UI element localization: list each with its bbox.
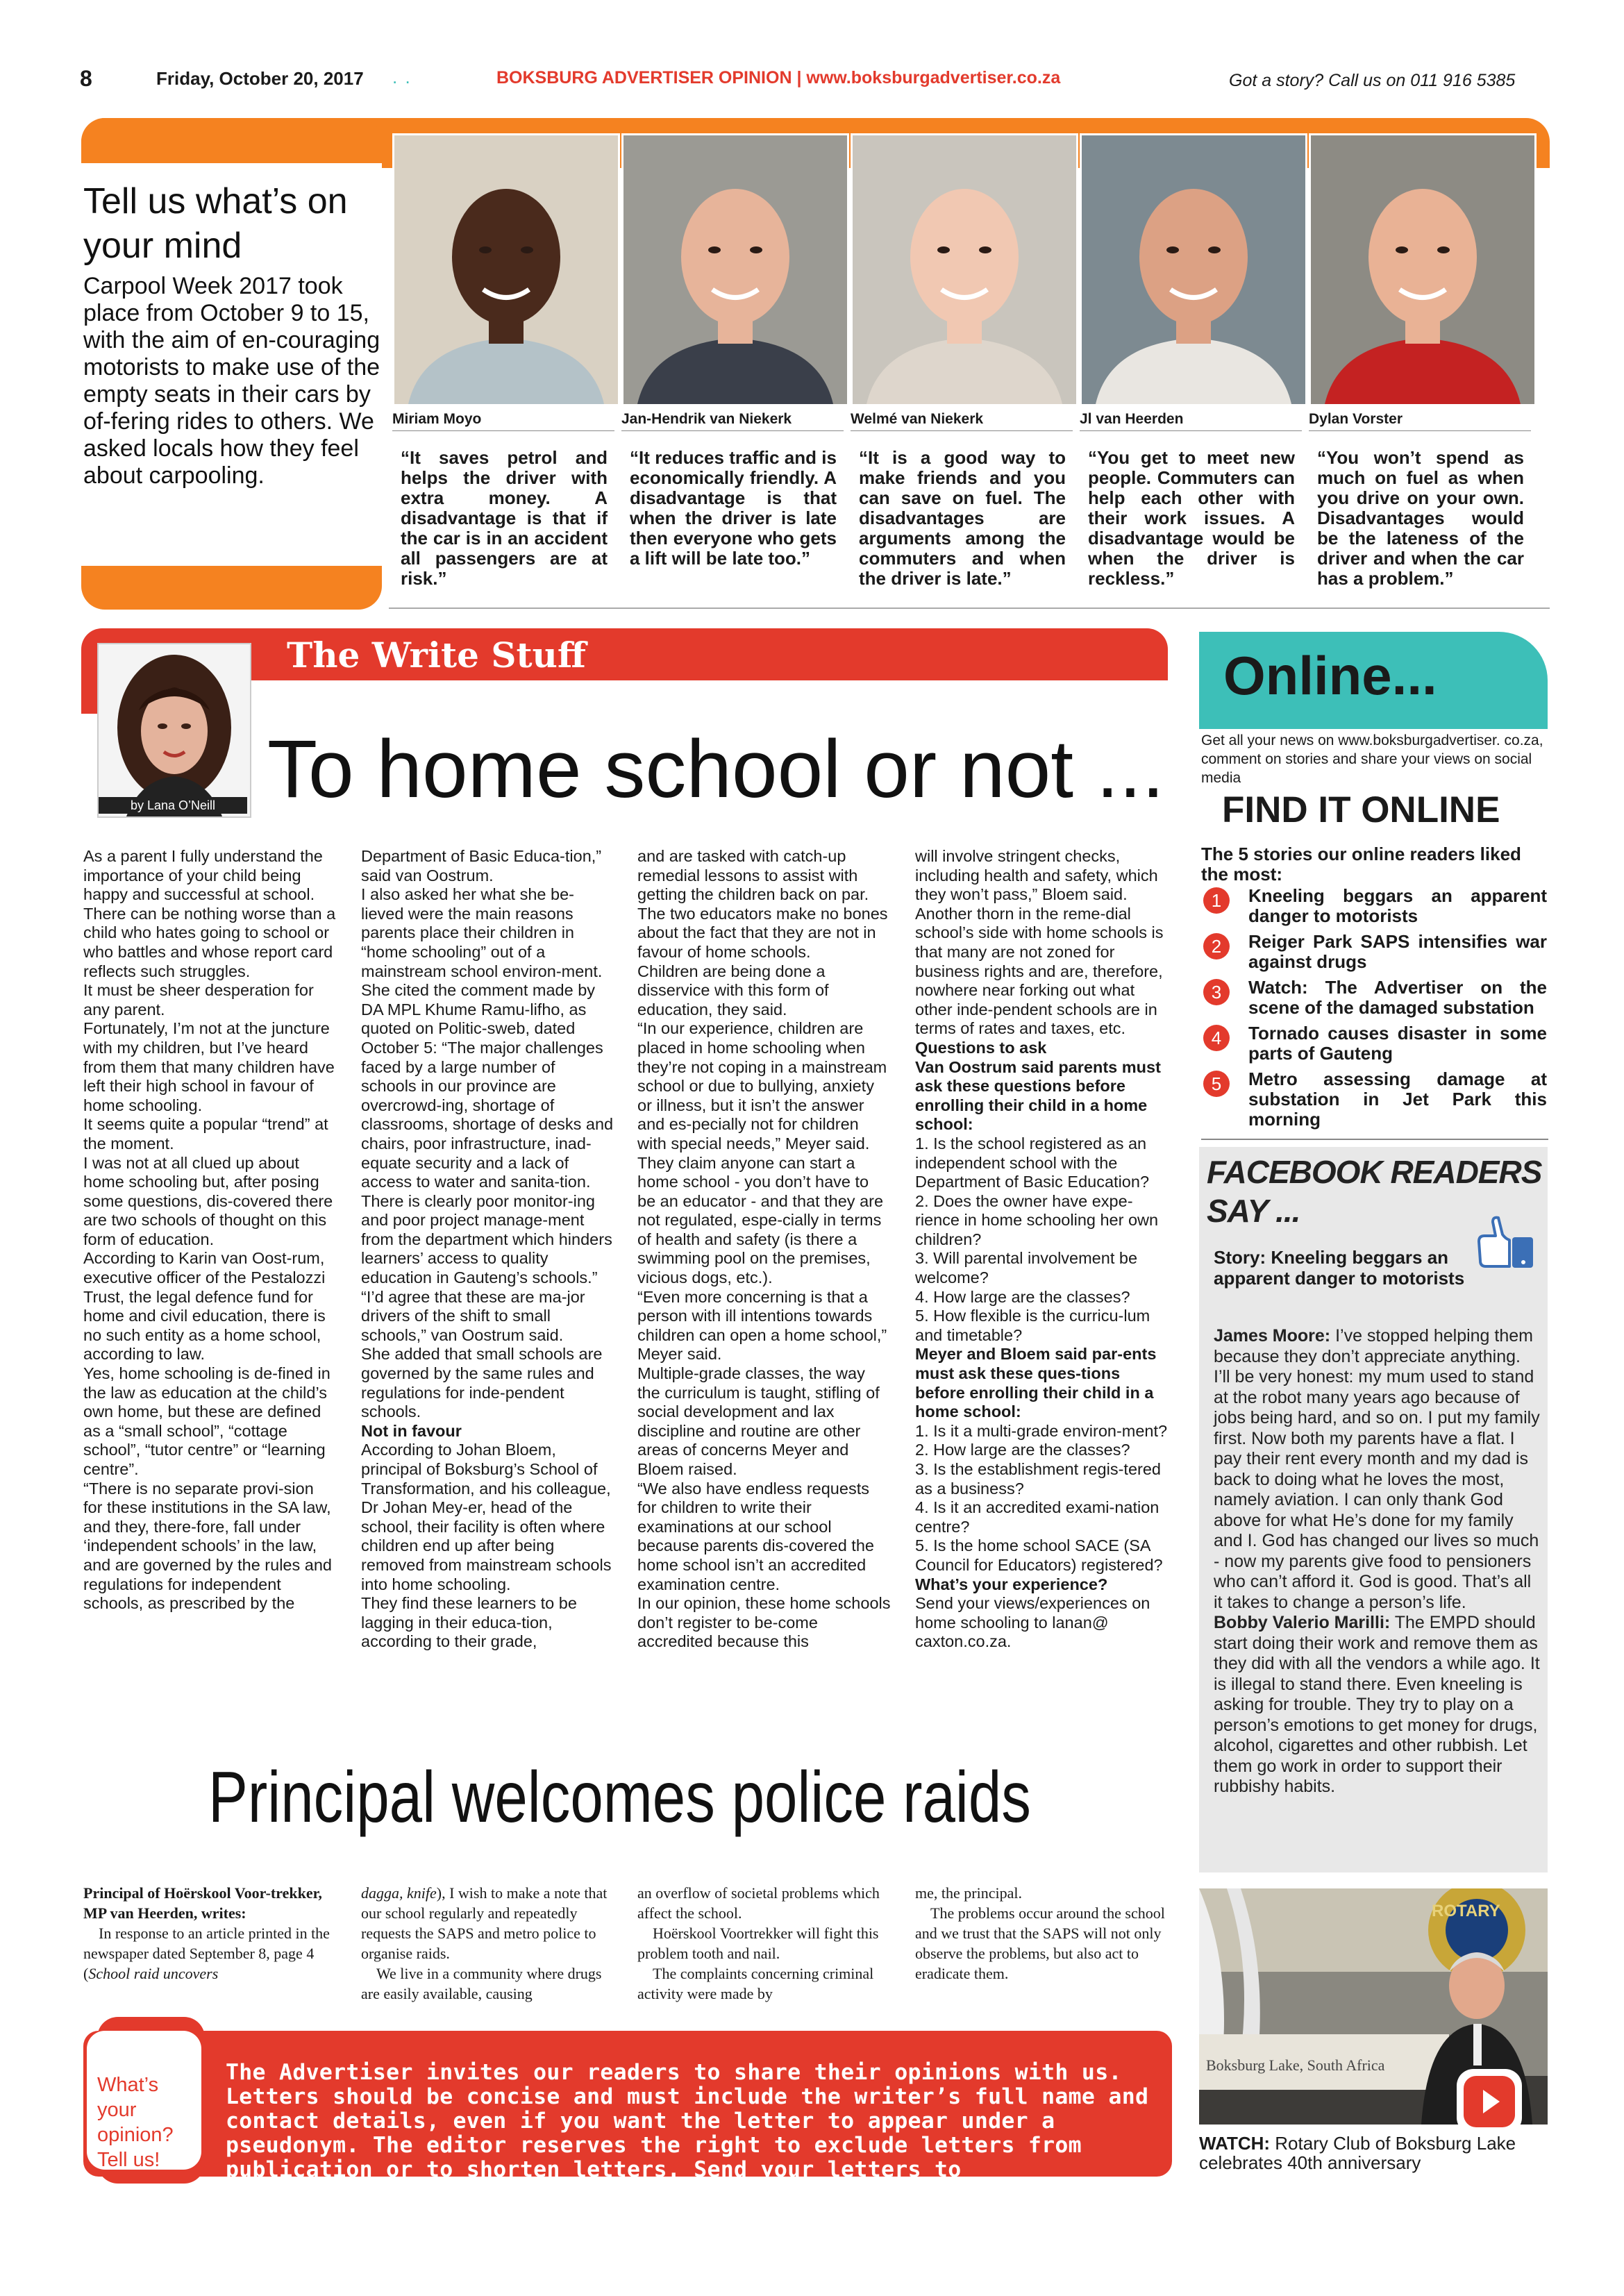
person-quote: “It is a good way to make friends and you can save on fuel. The disadvantages are arguments among the commuters and when the driver is late.” (859, 447, 1066, 589)
svg-text:ROTARY: ROTARY (1432, 1902, 1500, 1920)
facebook-story: Story: Kneeling beggars an apparent danger to motorists (1214, 1247, 1465, 1289)
vox-pop-intro: Carpool Week 2017 took place from October 9 to 15, with the aim of en-couraging motorists to make use of the empty seats in their cars by of-fering rides to others. We asked locals how they feel about carpooling. (83, 273, 380, 489)
letter-column-4: me, the principal. The problems occur around the school and we trust that the SAPS will not only observe the problems, but also act to eradicate them. (915, 1884, 1165, 1982)
top-story-link[interactable]: Metro assessing damage at substation in Jet Park this morning (1248, 1069, 1547, 1130)
page-number: 8 (80, 66, 92, 91)
letter-column-3: an overflow of societal problems which affect the school. Hoërskool Voortrekker will fight this problem tooth and nail. The complaints concerning criminal activity were made by (637, 1884, 880, 2002)
story-number-badge: 2 (1203, 933, 1230, 960)
top-story-link[interactable]: Tornado causes disaster in some parts of Gauteng (1248, 1023, 1547, 1064)
story-number-badge: 4 (1203, 1025, 1230, 1051)
divider (1201, 1139, 1548, 1140)
opinion-tab-text: What’s your opinion? Tell us! (97, 2074, 174, 2171)
portrait-photo (1080, 133, 1307, 406)
issue-date: Friday, October 20, 2017 (156, 68, 364, 89)
facebook-comments: James Moore: I’ve stopped helping them because they don’t appreciate anything. I’ll be very honest: my mum used to stand at the robot many years ago because of jobs being hard, and so on. I put my family first. Now both my parents have a flat. I pay their rent every month and my dad is back to doing what he loves the most, namely aviation. I can only thank God above for what He’s done for my family and I. God has changed our lives so much - now my parents give food to pensioners who can’t afford it. God is good. That’s all it takes to change a person’s life. Bobby Valerio Marilli: The EMPD should start doing their work and remove them as they did with all the vendors a while ago. It is illegal to stand there. Even kneeling is asking for trouble. They try to play on a person’s emotions to get money for drugs, alcohol, cigarettes and other rubbish. Let them go work in order to support their rubbishy habits. (1214, 1326, 1540, 1796)
top-story-link[interactable]: Kneeling beggars an apparent danger to motorists (1248, 885, 1547, 926)
story-tipline: Got a story? Call us on 011 916 5385 (1229, 71, 1516, 90)
person-quote: “You get to meet new people. Commuters can help each other with their work issues. A disadvantage would be when the driver is reckless.” (1088, 447, 1295, 589)
author-photo (97, 643, 251, 818)
header-dots: . . (392, 67, 412, 87)
letter-column-1: Principal of Hoërskool Voor-trekker, MP van Heerden, writes: In response to an article printed in the newspaper dated September 8, page 4 (School raid uncovers (83, 1884, 330, 1982)
person-name: Dylan Vorster (1309, 411, 1403, 427)
letters-policy-text: The Advertiser invites our readers to share their opinions with us. Letters should be concise and must include the writer’s full name and contact details, even if you want the letter to appear under a pseudonym. The editor reserves the right to exclude letters from publication or to shorten letters. Send your letters to boksburgadvertiser@caxton.co.za. (226, 2060, 1149, 2206)
masthead[interactable]: BOKSBURG ADVERTISER OPINION | www.boksburgadvertiser.co.za (496, 68, 1061, 87)
person-name: Jan-Hendrik van Niekerk (621, 411, 792, 427)
watch-caption[interactable]: WATCH: Rotary Club of Boksburg Lake celebrates 40th anniversary (1199, 2133, 1516, 2173)
letter-headline: Principal welcomes police raids (208, 1757, 1031, 1838)
vox-pop-heading: Tell us what’s on your mind (83, 181, 348, 266)
top-story-link[interactable]: Watch: The Advertiser on the scene of the damaged substation (1248, 977, 1547, 1018)
online-subtitle: Get all your news on www.boksburgadvertiser. co.za, comment on stories and share your views on social media (1201, 732, 1543, 786)
story-number-badge: 1 (1203, 887, 1230, 914)
article-column-3: and are tasked with catch-up remedial lessons to assist with getting the children back on par. The two educators make no bones about the fact that they are not in favour of home schools. Children are being done a disservice with this form of education, they said. “In our experience, children are placed in home schooling when they’re not coping in a mainstream school or due to bullying, anxiety or illness, but it isn’t the answer and es-pecially not for children with special needs,” Meyer said. They claim anyone can start a home school - you don’t have to be an educator - and that they are not regulated, espe-cially in terms of health and safety (is there a swimming pool on the premises, vicious dogs, etc.). “Even more concerning is that a person with ill intentions towards children can open a home school,” Meyer said. Multiple-grade classes, the way the curriculum is taught, stifling of social development and lax discipline and routine are other areas of concerns Meyer and Bloem raised. “We also have endless requests for children to write their examinations at our school because parents dis-covered the home school isn’t an accredited examination centre. In our opinion, these home schools don’t register to be-come accredited because this (637, 847, 891, 1651)
person-name: Jl van Heerden (1080, 411, 1184, 427)
portrait-photo (1309, 133, 1537, 406)
top-story-link[interactable]: Reiger Park SAPS intensifies war against drugs (1248, 931, 1547, 972)
story-number-badge: 5 (1203, 1071, 1230, 1097)
article-headline: To home school or not ... (267, 723, 1165, 815)
article-column-4: will involve stringent checks, including health and safety, which they won’t pass,” Bloem said. Another thorn in the reme-dial school’s side with home schools is that many are not zoned for business rights and are, therefore, nowhere near forking out what other inde-pendent schools are in terms of rates and taxes, etc. Questions to ask Van Oostrum said parents must ask these questions before enrolling their child in a home school: 1. Is the school registered as an independent school with the Department of Basic Education? 2. Does the owner have expe-rience in home schooling her own children? 3. Will parental involvement be welcome? 4. How large are the classes? 5. How flexible is the curricu-lum and timetable? Meyer and Bloem said par-ents must ask these ques-tions before enrolling their child in a home school: 1. Is it a multi-grade environ-ment? 2. How large are the classes? 3. Is the establishment regis-tered as a business? 4. Is it an accredited exami-nation centre? 5. Is the home school SACE (SA Council for Educators) registered? What’s your experience? Send your views/experiences on home schooling to lanan@ caxton.co.za. (915, 847, 1168, 1651)
svg-text:Boksburg Lake, South Africa: Boksburg Lake, South Africa (1206, 2056, 1385, 2074)
facebook-title: FACEBOOK READERS SAY ... (1207, 1154, 1542, 1229)
play-icon[interactable] (1464, 2076, 1515, 2127)
article-column-1: As a parent I fully understand the importance of your child being happy and successful at school. There can be nothing worse than a child who hates going to school or who battles and whose report card reflects such struggles. It must be sheer desperation for any parent. Fortunately, I’m not at the juncture with my children, but I’ve heard from them that many children have left their high school in favour of home schooling. It seems quite a popular “trend” at the moment. I was not at all clued up about home schooling but, after posing some questions, dis-covered there are two schools of thought on this form of education. According to Karin van Oost-rum, executive officer of the Pestalozzi Trust, the legal defence fund for home and civil education, there is no such entity as a home school, according to law. Yes, home schooling is de-fined in the law as education at the child’s own home, but these are defined as a “small school”, “cottage school”, “tutor centre” or “learning centre”. “There is no separate provi-sion for these institutions in the SA law, and they, there-fore, fall under ‘independent schools’ in the law, and are governed by the rules and regulations for independent schools, as prescribed by the (83, 847, 336, 1613)
author-byline: by Lana O’Neill (99, 797, 247, 814)
person-quote: “You won’t spend as much on fuel as when you drive on your own. Disadvantages would be the lateness of the driver and when the car has a problem.” (1317, 447, 1524, 589)
top-stories-label: The 5 stories our online readers liked the most: (1201, 844, 1521, 885)
portrait-photo (392, 133, 620, 406)
section-title: The Write Stuff (287, 635, 586, 676)
person-name: Welmé van Niekerk (851, 411, 984, 427)
find-online-title: FIND IT ONLINE (1222, 789, 1500, 830)
portrait-photo (621, 133, 849, 406)
person-name: Miriam Moyo (392, 411, 482, 427)
article-column-2: Department of Basic Educa-tion,” said van Oostrum. I also asked her what she be-lieved were the main reasons parents place their children in “home schooling” out of a mainstream school environ-ment. She cited the comment made by DA MPL Khume Ramu-lifho, as quoted on Politic-sweb, dated October 5: “The major challenges faced by a large number of schools in our province are overcrowd-ing, shortage of classrooms, shortage of desks and chairs, poor infrastructure, inad-equate security and a lack of access to water and sanita-tion. There is clearly poor monitor-ing and poor project manage-ment from the department which hinders learners’ access to quality education in Gauteng’s schools.” “I’d agree that these are ma-jor drivers of the shift to small schools,” van Oostrum said. She added that small schools are governed by the same rules and regulations for inde-pendent schools. Not in favour According to Johan Bloem, principal of Boksburg’s School of Transformation, and his colleague, Dr Johan Mey-er, head of the school, their facility is often where children end up after being removed from mainstream schools into home schooling. They find these learners to be lagging in their educa-tion, according to their grade, (361, 847, 614, 1651)
letter-column-2: dagga, knife), I wish to make a note that our school regularly and repeatedly requests the SAPS and metro police to organise raids. We live in a community where drugs are easily available, causing (361, 1884, 608, 2002)
person-quote: “It reduces traffic and is economically friendly. A disadvantage is that when the driver is late then everyone who gets a lift will be late too.” (630, 447, 837, 569)
online-title: Online... (1223, 645, 1437, 706)
story-number-badge: 3 (1203, 979, 1230, 1005)
portrait-photo (851, 133, 1078, 406)
divider (389, 607, 1550, 609)
person-quote: “It saves petrol and helps the driver with extra money. A disadvantage is that if the car is in an accident all passengers are at risk.” (401, 447, 608, 589)
